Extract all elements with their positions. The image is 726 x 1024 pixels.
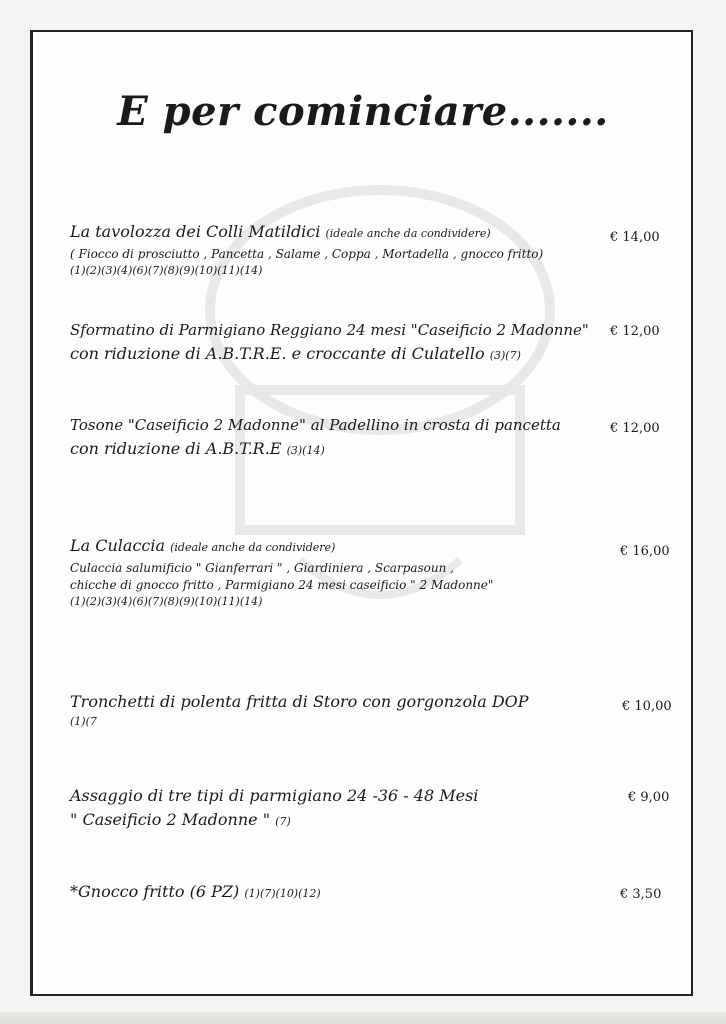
item-name: Tronchetti di polenta fritta di Storo con gorgonzola DOP — [70, 692, 529, 711]
scan-edge — [0, 1012, 726, 1024]
menu-item — [70, 534, 680, 610]
item-name-line2: con riduzione di A.B.T.R.E. e croccante di Culatello — [70, 344, 485, 363]
item-name: Tosone "Caseificio 2 Madonne" al Padellino in crosta di pancetta — [70, 416, 561, 434]
item-allergens: (7) — [275, 815, 291, 828]
item-price: € 12,00 — [610, 324, 660, 339]
menu-item — [70, 220, 680, 279]
item-name: *Gnocco fritto (6 PZ) — [70, 882, 240, 901]
item-name-line2: " Caseificio 2 Madonne " — [70, 810, 271, 829]
menu-item — [70, 784, 680, 832]
item-price: € 10,00 — [622, 699, 672, 714]
item-description: Culaccia salumificio " Gianferrari " , Giardiniera , Scarpasoun , — [70, 561, 454, 575]
item-allergens: (1)(2)(3)(4)(6)(7)(8)(9)(10)(11)(14) — [70, 264, 263, 277]
menu-item — [70, 880, 680, 904]
item-name: Assaggio di tre tipi di parmigiano 24 -36 - 48 Mesi — [70, 786, 479, 805]
page-title: E per cominciare....... — [117, 88, 609, 135]
item-allergens: (3)(7) — [489, 349, 521, 362]
item-description: ( Fiocco di prosciutto , Pancetta , Salame , Coppa , Mortadella , gnocco fritto) — [70, 247, 544, 261]
item-price: € 14,00 — [610, 230, 660, 245]
menu-item — [70, 690, 680, 730]
item-allergens: (1)(2)(3)(4)(6)(7)(8)(9)(10)(11)(14) — [70, 595, 263, 608]
item-description: chicche di gnocco fritto , Parmigiano 24 mesi caseificio " 2 Madonne" — [70, 578, 494, 592]
menu-item — [70, 318, 680, 366]
item-name: La Culaccia — [70, 536, 166, 555]
menu-page — [30, 30, 693, 996]
item-note: (ideale anche da condividere) — [325, 227, 491, 240]
item-name: La tavolozza dei Colli Matildici — [70, 222, 321, 241]
item-price: € 16,00 — [620, 544, 670, 559]
item-allergens: (1)(7 — [70, 715, 97, 728]
menu-item — [70, 413, 680, 461]
item-price: € 3,50 — [620, 887, 662, 902]
item-name-line2: con riduzione di A.B.T.R.E — [70, 439, 282, 458]
item-allergens: (1)(7)(10)(12) — [244, 887, 321, 900]
item-allergens: (3)(14) — [286, 444, 325, 457]
item-price: € 12,00 — [610, 421, 660, 436]
item-name: Sformatino di Parmigiano Reggiano 24 mesi "Caseificio 2 Madonne" — [70, 321, 589, 339]
item-note: (ideale anche da condividere) — [170, 541, 336, 554]
item-price: € 9,00 — [628, 790, 670, 805]
